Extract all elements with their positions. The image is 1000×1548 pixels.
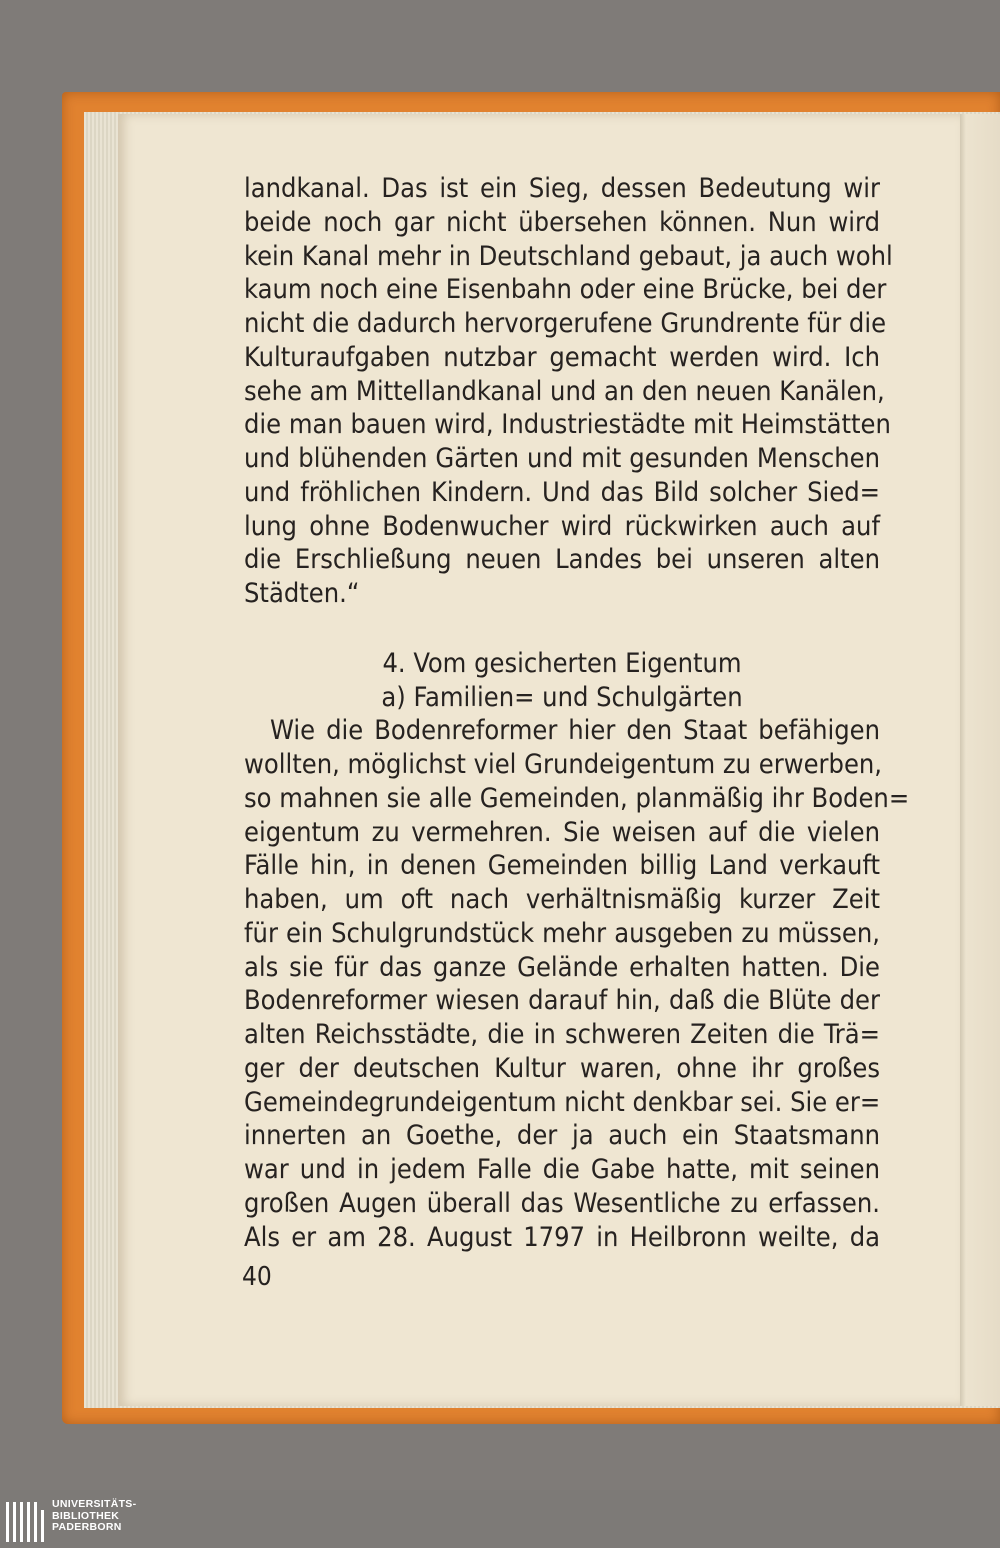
text-line: und fröhlichen Kindern. Und das Bild solcher Sied= xyxy=(244,476,880,508)
page-number: 40 xyxy=(242,1262,272,1292)
text-line: wollten, möglichst viel Grundeigentum zu erwerben, xyxy=(244,749,883,780)
text-line: Fälle hin, in denen Gemeinden billig Land verkauft xyxy=(244,850,880,882)
text-line: und blühenden Gärten und mit gesunden Menschen xyxy=(244,443,880,474)
next-page-strip xyxy=(958,114,1000,1406)
library-logo-icon xyxy=(4,1500,48,1544)
text-line: sehe am Mittellandkanal und an den neuen Kanälen, xyxy=(244,375,885,407)
library-name-line: UNIVERSITÄTS- xyxy=(52,1498,137,1510)
text-block xyxy=(244,172,910,1254)
text-line: war und in jedem Falle die Gabe hatte, mit seinen xyxy=(244,1154,880,1185)
subsection-heading: a) Familien= und Schulgärten xyxy=(381,681,743,713)
library-name-line: PADERBORN xyxy=(52,1521,122,1533)
library-name-line: BIBLIOTHEK xyxy=(52,1509,120,1522)
text-line: nicht die dadurch hervorgerufene Grundrente für die xyxy=(244,308,887,339)
text-line: Kulturaufgaben nutzbar gemacht werden wird. Ich xyxy=(244,341,880,373)
text-line: landkanal. Das ist ein Sieg, dessen Bedeutung wir xyxy=(244,173,880,204)
text-line: so mahnen sie alle Gemeinden, planmäßig ihr Boden= xyxy=(244,782,910,814)
text-line: die man bauen wird, Industriestädte mit Heimstätten xyxy=(244,409,891,441)
text-line: kaum noch eine Eisenbahn oder eine Brücke, bei der xyxy=(244,274,887,306)
text-line: Bodenreformer wiesen darauf hin, daß die Blüte der xyxy=(244,985,880,1017)
section-heading: 4. Vom gesicherten Eigentum xyxy=(382,647,742,679)
text-line: als sie für das ganze Gelände erhalten hatten. Die xyxy=(244,951,880,983)
section-spacer xyxy=(244,611,880,647)
text-line: innerten an Goethe, der ja auch ein Staatsmann xyxy=(244,1120,880,1152)
library-name xyxy=(52,1499,136,1534)
text-line: Gemeindegrundeigentum nicht denkbar sei. Sie er= xyxy=(244,1086,881,1118)
library-footer xyxy=(0,1490,1000,1548)
text-line: eigentum zu vermehren. Sie weisen auf die vielen xyxy=(244,816,880,848)
text-line: die Erschließung neuen Landes bei unseren alten xyxy=(244,544,880,576)
text-line: kein Kanal mehr in Deutschland gebaut, ja auch wohl xyxy=(244,240,893,272)
text-line: lung ohne Bodenwucher wird rückwirken auch auf xyxy=(244,510,880,542)
text-line: großen Augen überall das Wesentliche zu erfassen. xyxy=(244,1187,880,1219)
text-line: Städten.“ xyxy=(244,578,360,609)
text-line: haben, um oft nach verhältnismäßig kurzer Zeit xyxy=(244,884,880,915)
text-line: für ein Schulgrundstück mehr ausgeben zu müssen, xyxy=(244,917,880,949)
text-line: Als er am 28. August 1797 in Heilbronn weilte, da xyxy=(244,1221,880,1253)
text-line: alten Reichsstädte, die in schweren Zeiten die Trä= xyxy=(244,1019,880,1050)
text-line: Wie die Bodenreformer hier den Staat befähigen xyxy=(270,715,880,747)
text-line: beide noch gar nicht übersehen können. Nun wird xyxy=(244,206,880,238)
text-line: ger der deutschen Kultur waren, ohne ihr großes xyxy=(244,1052,880,1084)
